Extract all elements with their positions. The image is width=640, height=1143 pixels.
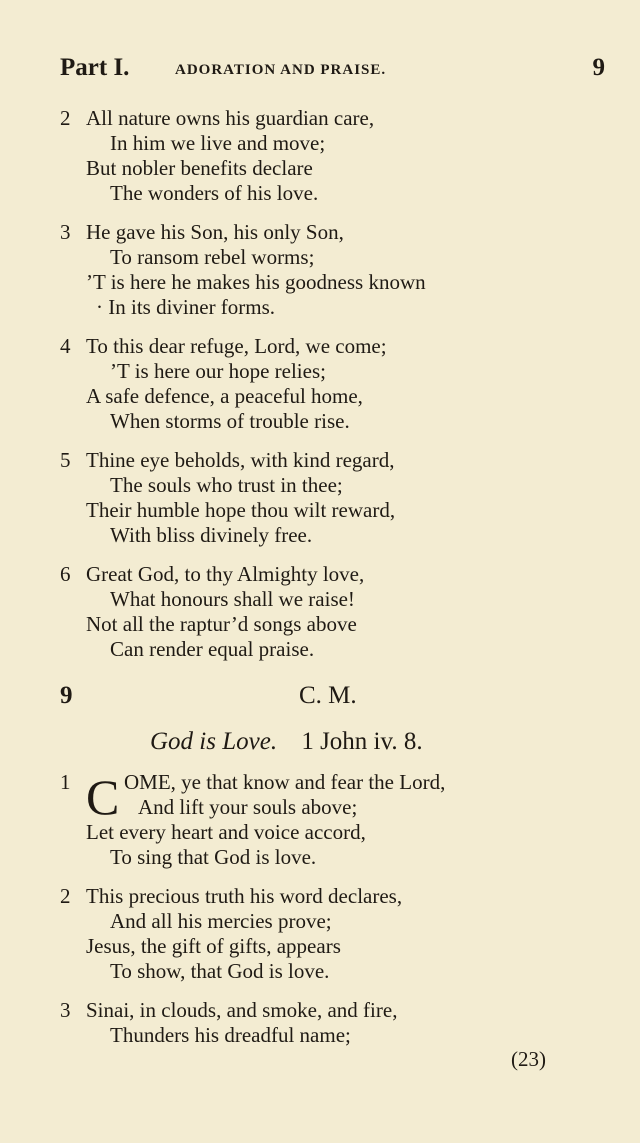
- verse-line: And all his mercies prove;: [110, 909, 332, 933]
- verse-line: He gave his Son, his only Son,: [86, 220, 344, 244]
- verse-line: But nobler benefits declare: [86, 156, 313, 180]
- verse-line: In him we live and move;: [110, 131, 326, 155]
- page-header: [60, 54, 605, 88]
- verse-line: And lift your souls above;: [138, 795, 358, 819]
- hymn-meter: C. M.: [299, 682, 357, 709]
- verse-line: Sinai, in clouds, and smoke, and fire,: [86, 998, 398, 1022]
- verse-line: This precious truth his word declares,: [86, 884, 403, 908]
- page-number: 9: [592, 54, 605, 81]
- verse-line: To this dear refuge, Lord, we come;: [86, 334, 387, 358]
- drop-cap-letter: C: [86, 769, 120, 825]
- verse-line: The souls who trust in thee;: [110, 473, 343, 497]
- verse-line: When storms of trouble rise.: [110, 409, 350, 433]
- verse-line: Let every heart and voice accord,: [86, 820, 366, 844]
- verse-line: With bliss divinely free.: [110, 523, 313, 547]
- signature-mark: (23): [511, 1047, 546, 1071]
- verse-line: Thunders his dreadful name;: [110, 1023, 351, 1047]
- stanza-number: 3: [60, 998, 71, 1022]
- verse-line: · In its diviner forms.: [96, 295, 276, 319]
- verse-line: What honours shall we raise!: [110, 587, 355, 611]
- stanza-number: 5: [60, 448, 71, 472]
- stanza-number: 2: [60, 106, 71, 130]
- stanza-number: 1: [60, 770, 71, 794]
- section-title: ADORATION AND PRAISE.: [175, 62, 387, 78]
- verse-line: Thine eye beholds, with kind regard,: [86, 448, 395, 472]
- verse-line: Their humble hope thou wilt reward,: [86, 498, 396, 522]
- verse-line: Great God, to thy Almighty love,: [86, 562, 365, 586]
- verse-line: A safe defence, a peaceful home,: [86, 384, 363, 408]
- stanza-number: 3: [60, 220, 71, 244]
- verse-line: The wonders of his love.: [110, 181, 319, 205]
- part-label: Part I.: [60, 54, 130, 81]
- verse-line: All nature owns his guardian care,: [86, 106, 375, 130]
- stanza-number: 4: [60, 334, 71, 358]
- stanza-number: 2: [60, 884, 71, 908]
- verse-line: Can render equal praise.: [110, 637, 315, 661]
- hymn-subtitle: [150, 728, 423, 756]
- verse-line: ’T is here he makes his goodness known: [86, 270, 426, 294]
- scripture-reference: 1 John iv. 8.: [301, 728, 423, 755]
- hymn-number: 9: [60, 682, 73, 709]
- verse-line: Not all the raptur’d songs above: [86, 612, 357, 636]
- verse-line: To ransom rebel worms;: [110, 245, 315, 269]
- verse-line: Jesus, the gift of gifts, appears: [86, 934, 341, 958]
- verse-line: ’T is here our hope relies;: [110, 359, 326, 383]
- verse-line: To sing that God is love.: [110, 845, 317, 869]
- hymn-theme: God is Love.: [150, 728, 278, 755]
- stanza-number: 6: [60, 562, 71, 586]
- verse-line: OME, ye that know and fear the Lord,: [124, 770, 446, 794]
- verse-line: To show, that God is love.: [110, 959, 330, 983]
